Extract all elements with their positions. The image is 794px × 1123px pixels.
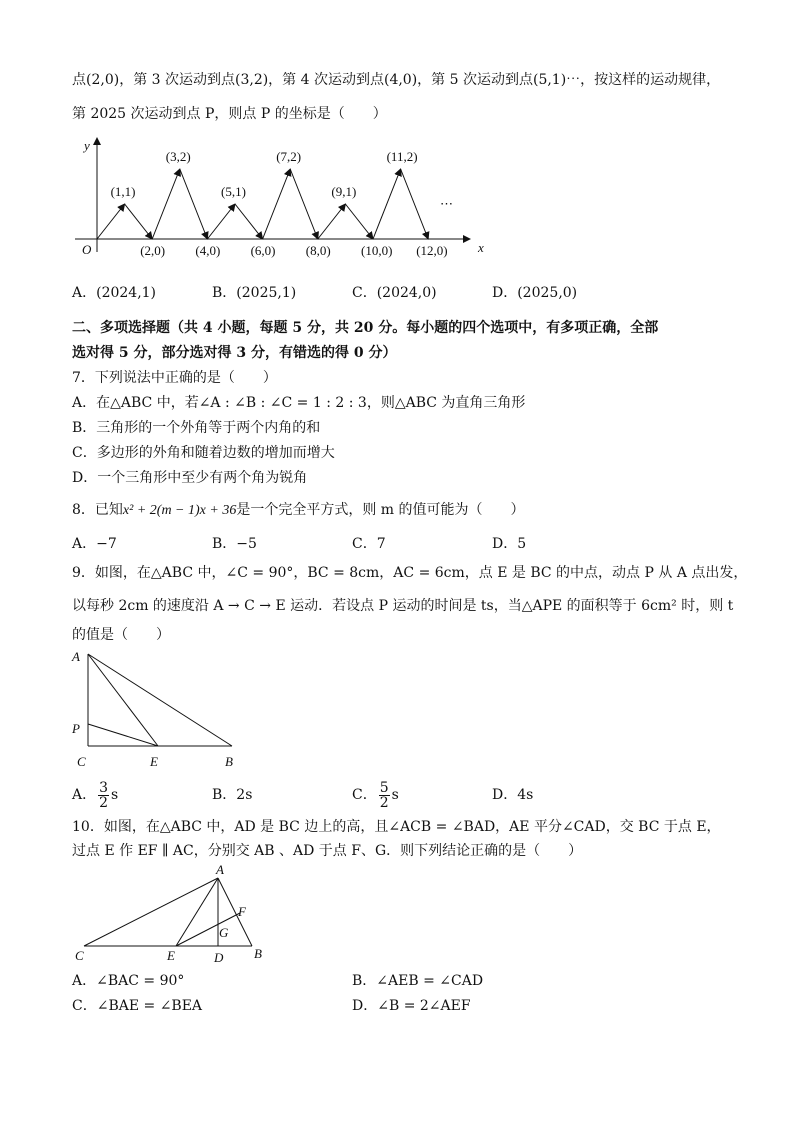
q10-label-c: C: [75, 948, 84, 963]
section-2-heading-line1: 二、多项选择题（共 4 小题，每题 5 分，共 20 分。每小题的四个选项中，有多项正确，全部: [72, 320, 659, 336]
q9-option-c-unit: s: [391, 787, 399, 803]
q9-option-d[interactable]: D．4s: [492, 787, 534, 803]
q8-stem-pre: 8．已知: [72, 502, 123, 518]
q9-option-c-denominator: 2: [379, 794, 389, 811]
q9-option-c-prefix: C．: [352, 787, 377, 803]
q6-option-a[interactable]: A．(2024,1): [72, 285, 157, 301]
peak-label: (11,2): [386, 149, 418, 164]
q6-stem-line1: 点(2,0)，第 3 次运动到点(3,2)，第 4 次运动到点(4,0)，第 5 次运动到点(5,1)⋯，按这样的运动规律，: [72, 72, 721, 88]
origin-label: O: [82, 242, 92, 257]
q9-label-p: P: [72, 721, 80, 736]
q8-option-d[interactable]: D．5: [492, 536, 527, 552]
q8-option-a[interactable]: A．−7: [72, 536, 117, 552]
peak-label: (5,1): [221, 184, 246, 199]
q6-stem-line2: 第 2025 次运动到点 P，则点 P 的坐标是（ ）: [72, 106, 387, 122]
x-axis-label: x: [478, 240, 484, 255]
q9-stem-line1: 9．如图，在△ABC 中，∠C = 90°，BC = 8cm，AC = 6cm，点 E 是 BC 的中点，动点 P 从 A 点出发，: [72, 565, 748, 581]
q10-label-b: B: [254, 946, 262, 961]
q9-option-a-prefix: A．: [72, 787, 97, 803]
ellipsis: ⋯: [440, 196, 453, 211]
peak-label: (3,2): [165, 149, 191, 164]
q9-option-c-numerator: 5: [379, 779, 389, 796]
q10-option-d[interactable]: D．∠B = 2∠AEF: [352, 998, 471, 1014]
q7-stem: 7．下列说法中正确的是（ ）: [72, 370, 277, 386]
q10-label-e: E: [167, 948, 175, 963]
q9-stem-line2: 以每秒 2cm 的速度沿 A → C → E 运动．若设点 P 运动的时间是 ts，当△APE 的面积等于 6cm² 时，则 t: [72, 598, 734, 614]
q9-option-a-numerator: 3: [99, 779, 109, 796]
q10-option-c[interactable]: C．∠BAE = ∠BEA: [72, 998, 203, 1014]
bottom-label: (4,0): [195, 243, 221, 258]
q7-option-d[interactable]: D．一个三角形中至少有两个角为锐角: [72, 470, 308, 486]
q9-stem-line3: 的值是（ ）: [72, 627, 170, 643]
q10-label-a: A: [216, 862, 224, 877]
q9-label-c: C: [77, 754, 86, 769]
q9-label-a: A: [72, 649, 80, 664]
q7-option-b[interactable]: B．三角形的一个外角等于两个内角的和: [72, 420, 321, 436]
q10-label-d: D: [214, 950, 224, 965]
peak-label: (7,2): [276, 149, 302, 164]
q8-expression: x² + 2(m − 1)x + 36: [122, 503, 237, 518]
bottom-label: (2,0): [140, 243, 166, 258]
bottom-label: (12,0): [416, 243, 448, 258]
q10-stem-line2: 过点 E 作 EF ∥ AC，分别交 AB 、AD 于点 F、G．则下列结论正确的是（ ）: [72, 843, 583, 859]
q10-option-b[interactable]: B．∠AEB = ∠CAD: [352, 973, 484, 989]
q8-stem-post: 是一个完全平方式，则 m 的值可能为（ ）: [236, 502, 525, 518]
q7-option-c[interactable]: C．多边形的外角和随着边数的增加而增大: [72, 445, 335, 461]
bottom-label: (6,0): [250, 243, 276, 258]
q6-option-b[interactable]: B．(2025,1): [212, 285, 297, 301]
q8-option-b[interactable]: B．−5: [212, 536, 257, 552]
q10-label-g: G: [219, 925, 229, 940]
bottom-label: (10,0): [361, 243, 393, 258]
q10-stem-line1: 10．如图，在△ABC 中，AD 是 BC 边上的高，且∠ACB = ∠BAD，AE 平分∠CAD，交 BC 于点 E，: [72, 819, 721, 835]
q9-label-b: B: [225, 754, 233, 769]
q6-option-d[interactable]: D．(2025,0): [492, 285, 578, 301]
q8-option-c[interactable]: C．7: [352, 536, 386, 552]
peak-label: (9,1): [331, 184, 357, 199]
q9-option-b[interactable]: B．2s: [212, 787, 253, 803]
peak-label: (1,1): [110, 184, 136, 199]
q10-option-a[interactable]: A．∠BAC = 90°: [72, 973, 185, 989]
q6-option-c[interactable]: C．(2024,0): [352, 285, 437, 301]
section-2-heading-line2: 选对得 5 分，部分选对得 3 分，有错选的得 0 分）: [72, 345, 397, 361]
q10-label-f: F: [238, 904, 246, 919]
y-axis-label: y: [84, 138, 90, 153]
q9-option-a-denominator: 2: [99, 794, 109, 811]
q7-option-a[interactable]: A．在△ABC 中，若∠A : ∠B : ∠C = 1 : 2 : 3，则△ABC 为直角三角形: [72, 395, 526, 411]
q9-option-a-unit: s: [111, 787, 119, 803]
bottom-label: (8,0): [305, 243, 331, 258]
q9-label-e: E: [150, 754, 158, 769]
